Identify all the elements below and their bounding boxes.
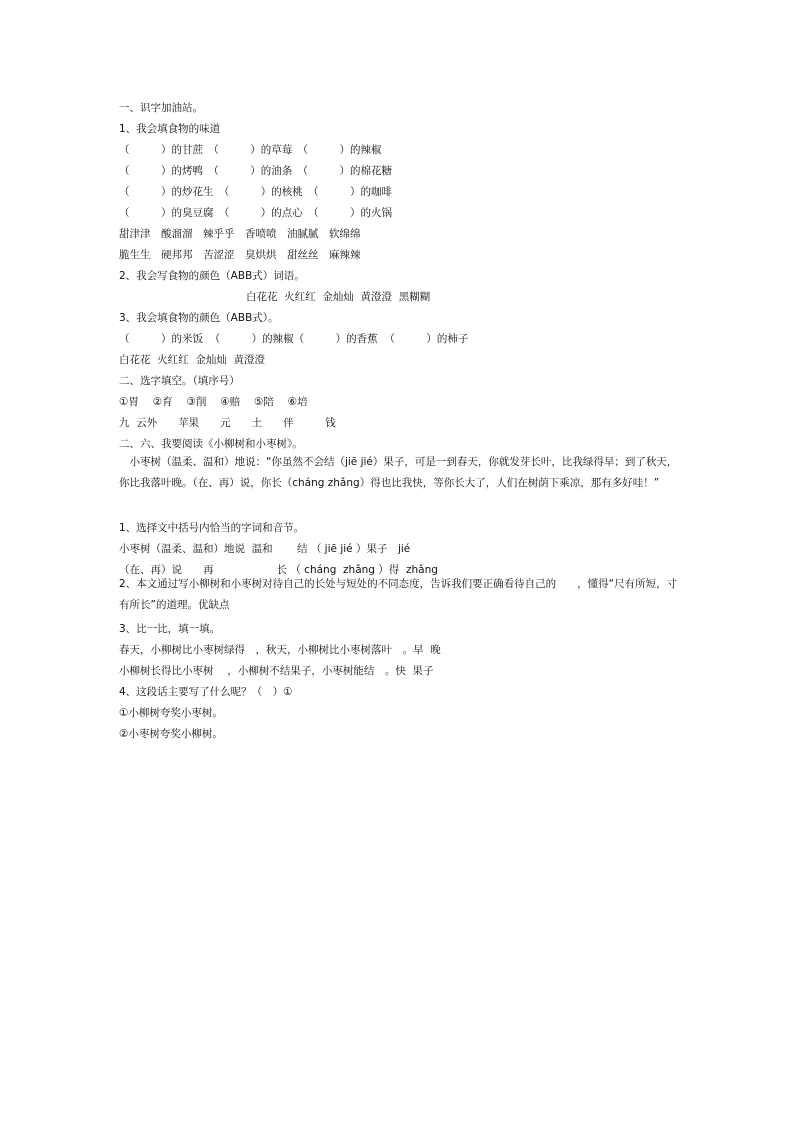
reading-q4-option-1: ①小柳树夸奖小枣树。 (119, 707, 223, 719)
char-options: ①胃 ②育 ③削 ④赔 ⑤陪 ⑥培 (119, 396, 308, 408)
color-answer-words: 白花花 火红红 金灿灿 黄澄澄 黑糊糊 (246, 291, 431, 303)
color-word-bank: 白花花 火红红 金灿灿 黄澄澄 (119, 354, 266, 366)
taste-row-1: （ ）的甘蔗 （ ）的草莓 （ ）的辣椒 (119, 144, 382, 156)
taste-row-4: （ ）的臭豆腐 （ ）的点心 （ ）的火锅 (119, 207, 392, 219)
word-bank-1: 甜津津 酸溜溜 辣乎乎 香喷喷 油腻腻 软绵绵 (119, 228, 361, 240)
section-heading-reading: 二、六、我要阅读《小柳树和小枣树》。 (119, 438, 303, 450)
question-2-color: 2、我会写食物的颜色（ABB式）词语。 (119, 270, 305, 282)
word-bank-2: 脆生生 硬邦邦 苦涩涩 臭烘烘 甜丝丝 麻辣辣 (119, 249, 361, 261)
question-1-taste: 1、我会填食物的味道 (119, 123, 221, 135)
color-fill-row: （ ）的米饭 （ ）的辣椒（ ）的香蕉 （ ）的柿子 (119, 333, 469, 345)
reading-passage: 小枣树（温柔、温和）地说：“你虽然不会结（jiē jié）果子，可是一到春天，你就发芽长叶，比我绿得早；到了秋天，你比我落叶晚。（在、再）说，你长（cháng zhǎng）得也比我快，等你长大了，人们在树荫下乘凉，那有多好哇！” (119, 456, 678, 489)
reading-q1-answer-2: （在、再）说 再 长 （ cháng zhǎng ）得 zhǎng (119, 564, 438, 576)
char-blanks: 九 云外 苹果 元 土 伴 钱 (119, 417, 336, 429)
reading-q3: 3、比一比，填一填。 (119, 623, 221, 635)
taste-row-3: （ ）的炒花生 （ ）的核桃 （ ）的咖啡 (119, 186, 392, 198)
reading-q3-row-1: 春天，小柳树比小枣树绿得 ，秋天，小柳树比小枣树落叶 。早 晚 (119, 644, 441, 656)
reading-q1-answer-1: 小枣树（温柔、温和）地说 温和 结 （ jiē jié ）果子 jié (119, 543, 411, 555)
section-heading-choose-char: 二、选字填空。（填序号） (119, 375, 240, 387)
taste-row-2: （ ）的烤鸭 （ ）的油条 （ ）的棉花糖 (119, 165, 392, 177)
reading-q4-option-2: ②小枣树夸奖小柳树。 (119, 728, 223, 740)
reading-q3-row-2: 小柳树长得比小枣树 ，小柳树不结果子，小枣树能结 。快 果子 (119, 665, 434, 677)
reading-q1: 1、选择文中括号内恰当的字词和音节。 (119, 522, 305, 534)
question-3-color-fill: 3、我会填食物的颜色（ABB式）。 (119, 312, 279, 324)
section-heading-literacy: 一、识字加油站。 (119, 102, 203, 114)
reading-q2: 2、本文通过写小柳树和小枣树对待自己的长处与短处的不同态度，告诉我们要正确看待自己的 ，懂得“尺有所短，寸有所长”的道理。优缺点 (119, 578, 678, 611)
reading-q4: 4、这段话主要写了什么呢？（ ）① (119, 686, 293, 698)
